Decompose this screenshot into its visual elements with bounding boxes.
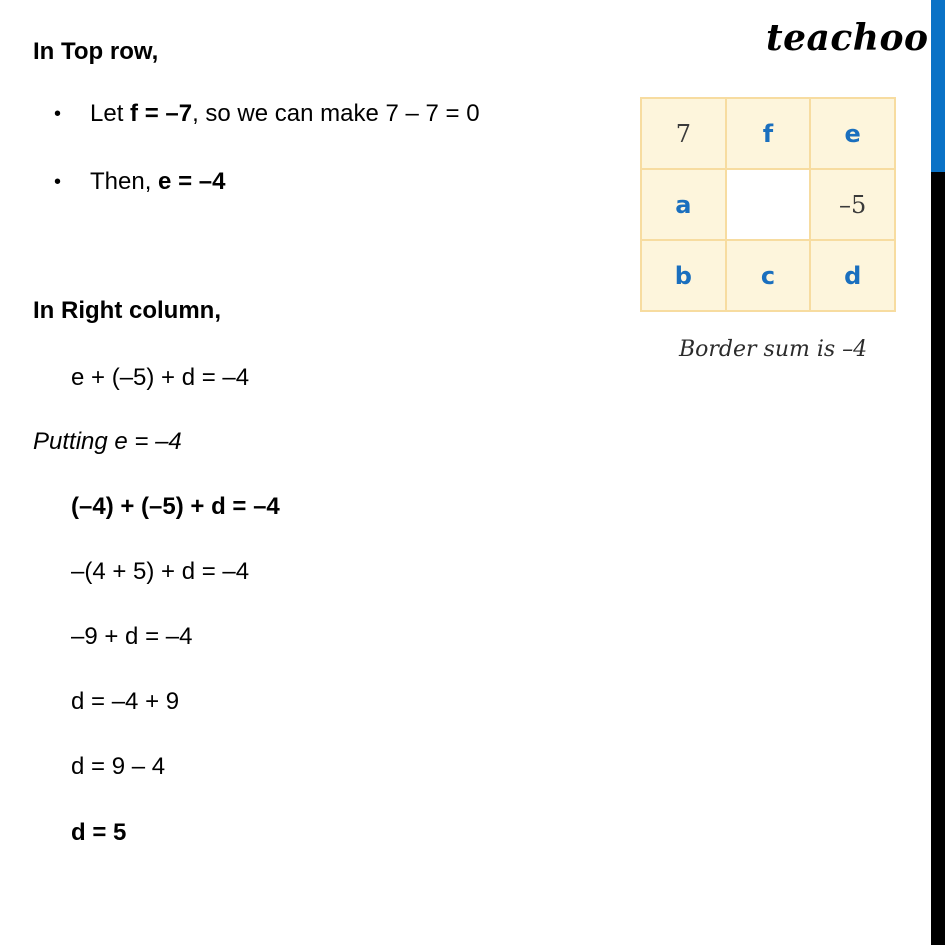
bullet-1-bold: f = –7: [130, 100, 193, 127]
equation-line-3: –(4 + 5) + d = –4: [71, 558, 250, 585]
equation-line-1: e + (–5) + d = –4: [71, 364, 250, 391]
bullet-1-prefix: Let: [90, 100, 131, 127]
sidebar-accent-blue: [931, 0, 945, 172]
border-sum-grid: [640, 97, 896, 312]
equation-line-5: d = –4 + 9: [71, 688, 180, 715]
equation-line-4: –9 + d = –4: [71, 623, 193, 650]
bullet-1-suffix: , so we can make 7 – 7 = 0: [192, 100, 480, 127]
grid-cell-r2c3: –5: [811, 170, 894, 239]
grid-cell-r1c3: e: [811, 99, 894, 168]
grid-cell-r2c1: a: [642, 170, 725, 239]
grid-cell-r3c3: d: [811, 241, 894, 310]
equation-line-2: (–4) + (–5) + d = –4: [71, 493, 280, 520]
right-column-heading: In Right column,: [33, 297, 221, 324]
equation-line-6: d = 9 – 4: [71, 753, 166, 780]
grid-cell-r3c2: c: [727, 241, 810, 310]
grid-cell-r2c2: [727, 170, 810, 239]
bullet-2-prefix: Then,: [90, 168, 159, 195]
final-answer: d = 5: [71, 819, 127, 846]
grid-cell-r3c1: b: [642, 241, 725, 310]
sidebar-accent-black: [931, 172, 945, 945]
top-row-heading: In Top row,: [33, 38, 159, 65]
bullet-icon: •: [54, 103, 62, 125]
teachoo-logo: teachoo: [766, 17, 929, 59]
bullet-icon: •: [54, 171, 62, 193]
substitution-note: Putting e = –4: [33, 428, 182, 455]
bullet-item-2: [90, 168, 225, 196]
bullet-2-bold: e = –4: [158, 168, 226, 195]
grid-cell-r1c2: f: [727, 99, 810, 168]
grid-caption: Border sum is –4: [679, 337, 868, 362]
grid-cell-r1c1: 7: [642, 99, 725, 168]
bullet-item-1: [90, 100, 480, 128]
